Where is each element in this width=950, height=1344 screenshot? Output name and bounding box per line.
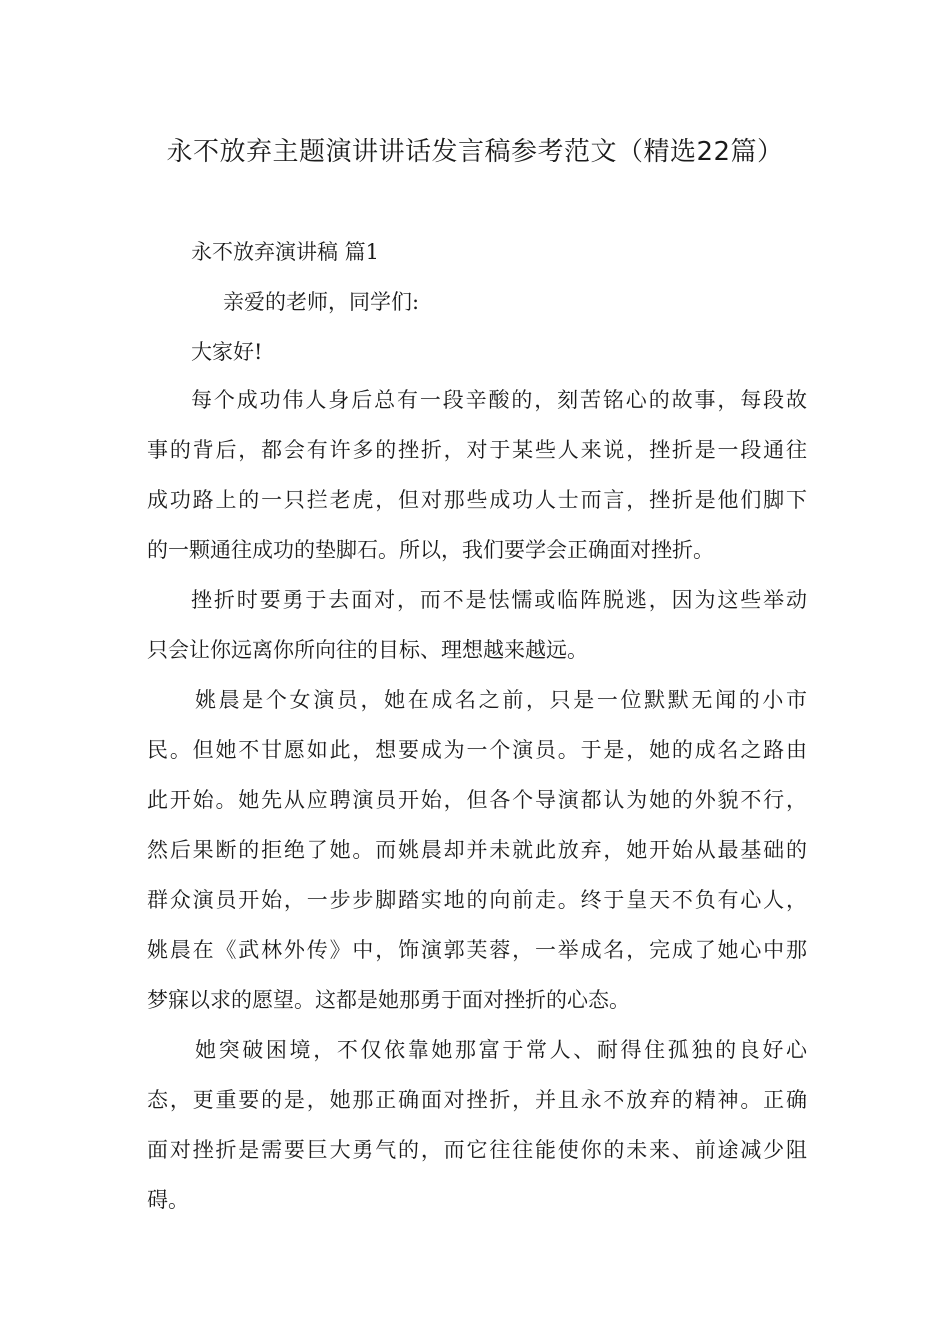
paragraph-3-line-1: 姚晨是个女演员，她在成名之前，只是一位默默无闻的小市 xyxy=(195,688,807,712)
paragraph-3-line-2: 民。但她不甘愿如此，想要成为一个演员。于是，她的成名之路由 xyxy=(147,738,807,762)
paragraph-1-line-2: 事的背后，都会有许多的挫折，对于某些人来说，挫折是一段通往 xyxy=(147,438,807,462)
paragraph-1-line-4: 的一颗通往成功的垫脚石。所以，我们要学会正确面对挫折。 xyxy=(147,538,714,562)
paragraph-4-line-3: 面对挫折是需要巨大勇气的，而它往往能使你的未来、前途减少阻 xyxy=(147,1138,807,1162)
paragraph-3-line-7: 梦寐以求的愿望。这都是她那勇于面对挫折的心态。 xyxy=(147,988,630,1012)
paragraph-2-line-2: 只会让你远离你所向往的目标、理想越来越远。 xyxy=(147,638,588,662)
paragraph-1-line-3: 成功路上的一只拦老虎，但对那些成功人士而言，挫折是他们脚下 xyxy=(147,488,807,512)
paragraph-1-line-1: 每个成功伟人身后总有一段辛酸的，刻苦铭心的故事，每段故 xyxy=(191,388,807,412)
paragraph-4-line-1: 她突破困境，不仅依靠她那富于常人、耐得住孤独的良好心 xyxy=(195,1038,807,1062)
document-title: 永不放弃主题演讲讲话发言稿参考范文（精选22篇） xyxy=(166,137,784,167)
paragraph-4-line-2: 态，更重要的是，她那正确面对挫折，并且永不放弃的精神。正确 xyxy=(147,1088,807,1112)
paragraph-4-line-4: 碍。 xyxy=(147,1188,189,1212)
salutation: 亲爱的老师，同学们: xyxy=(223,290,420,314)
section-heading: 永不放弃演讲稿 篇1 xyxy=(191,240,380,264)
paragraph-3-line-6: 姚晨在《武林外传》中，饰演郭芙蓉，一举成名，完成了她心中那 xyxy=(147,938,807,962)
paragraph-3-line-5: 群众演员开始，一步步脚踏实地的向前走。终于皇天不负有心人， xyxy=(147,888,807,912)
paragraph-2-line-1: 挫折时要勇于去面对，而不是怯懦或临阵脱逃，因为这些举动 xyxy=(191,588,807,612)
paragraph-3-line-3: 此开始。她先从应聘演员开始，但各个导演都认为她的外貌不行， xyxy=(147,788,807,812)
paragraph-3-line-4: 然后果断的拒绝了她。而姚晨却并未就此放弃，她开始从最基础的 xyxy=(147,838,807,862)
greeting: 大家好! xyxy=(191,340,263,364)
